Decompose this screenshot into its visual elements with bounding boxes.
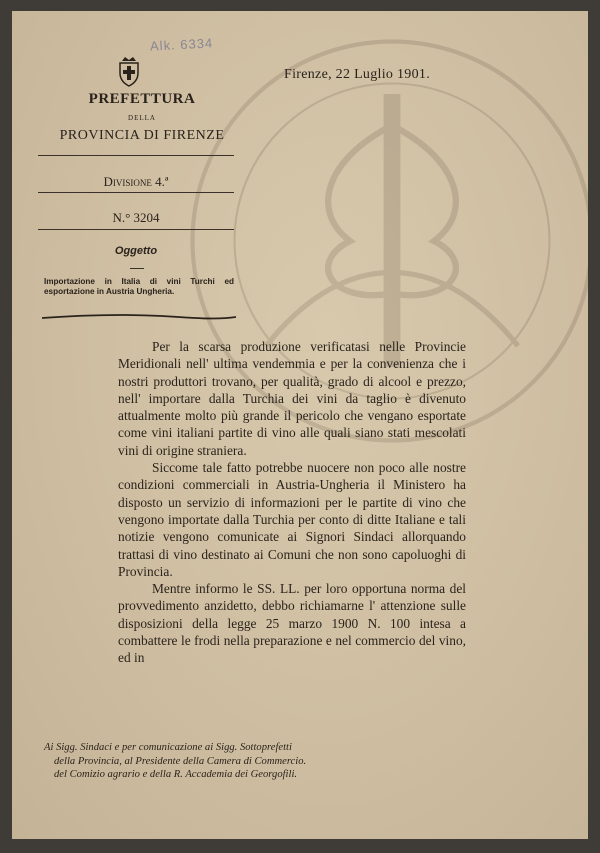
archive-mark: Alk. 6334	[149, 35, 214, 54]
addressees-block	[44, 741, 424, 782]
addressees-line: del Comizio agrario e della R. Accademia dei Georgofili.	[54, 769, 298, 780]
body-paragraph: Per la scarsa produzione verificatasi nelle Provincie Meridionali nell' ultima vendemmia e per la convenienza che i nostri produttori trovano, per qualità, grado di alcool e prezzo, nell' importare dalla Turchia dei vini da taglio è divenuto attualmente molto più grande il pericolo che vengano esportate come vini italiani partite di vino alle quali siano stati mescolati vini di origine straniera.	[118, 339, 466, 458]
office-title: PREFETTURA	[88, 91, 196, 107]
divider	[130, 268, 144, 269]
subject-label: Oggetto	[114, 245, 158, 257]
protocol-number: N.° 3204	[112, 210, 160, 225]
ornamental-swash	[42, 313, 236, 323]
subject-text: Importazione in Italia di vini Turchi ed esportazione in Austria Ungheria.	[44, 277, 234, 296]
divider	[38, 192, 234, 193]
divider	[38, 155, 234, 156]
date-line: Firenze, 22 Luglio 1901.	[284, 67, 431, 82]
addressees-line: Ai Sigg. Sindaci e per comunicazione ai Sigg. Sottoprefetti	[44, 742, 292, 753]
province-name: PROVINCIA DI FIRENZE	[59, 128, 225, 143]
document-page	[12, 11, 588, 839]
body-paragraph: Siccome tale fatto potrebbe nuocere non poco alle nostre condizioni commerciali in Austria-Ungheria il Ministero ha disposto un servizio di informazioni per le partite di vino che vengono importate dalla Turchia per conto di ditte Italiane e tali notizie vengono comunicate ai Signori Sindaci allorquando trattasi di vino destinato ai Comuni che non sono capoluoghi di Provincia.	[118, 460, 466, 579]
divider	[38, 229, 234, 230]
letter-body	[118, 338, 466, 667]
division-label: Divisione 4.ª	[103, 174, 169, 189]
addressees-line: della Provincia, al Presidente della Camera di Commercio.	[54, 755, 307, 767]
body-paragraph: Mentre informo le SS. LL. per loro opportuna norma del provvedimento anzidetto, debbo richiamarne l' attenzione sulle disposizioni della legge 25 marzo 1900 N. 100 intesa a combattere le frodi nella preparazione e nel commercio del vino, ed in	[118, 581, 466, 666]
office-della: DELLA	[128, 114, 156, 122]
coat-of-arms-icon	[116, 55, 142, 87]
